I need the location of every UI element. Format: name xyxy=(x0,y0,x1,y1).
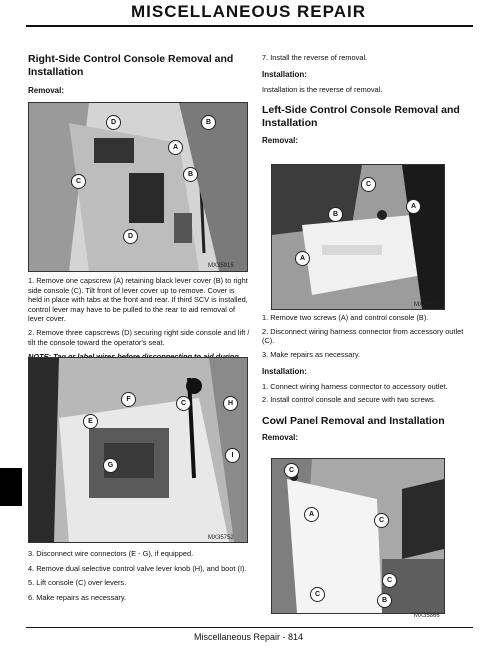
step-3: 3. Disconnect wire connectors (E - G), if equipped. xyxy=(28,549,194,558)
step-c2: 2. Disconnect wiring harness connector from accessory outlet (C). xyxy=(262,326,464,346)
callout-c-fig4: C xyxy=(284,463,299,478)
figure-id-4: MX35866 xyxy=(414,613,440,619)
callout-c-fig4-3: C xyxy=(382,573,397,588)
callout-a-fig3-2: A xyxy=(295,251,310,266)
installation-label-2: Installation: xyxy=(262,367,307,377)
section-title-left-console: Left-Side Control Console Removal and Installation xyxy=(262,104,460,129)
step-c3: 3. Make repairs as necessary. xyxy=(262,349,361,359)
callout-c-fig4-4: C xyxy=(310,587,325,602)
removal-label: Removal: xyxy=(28,86,65,95)
step-c1: 1. Remove two screws (A) and control console (B). xyxy=(262,313,429,322)
figure-cowl-panel-art xyxy=(272,459,444,613)
right-column-top xyxy=(262,53,474,146)
callout-a-fig3: A xyxy=(406,199,421,214)
figure-id-3: MX35850 xyxy=(414,302,440,308)
section-tab-marker xyxy=(0,468,22,506)
callout-d: D xyxy=(106,115,121,130)
right-column-mid xyxy=(262,313,474,443)
step-d2: 2. Install control console and secure with two screws. xyxy=(262,394,436,404)
step-2: 2. Remove three capscrews (D) securing right side console and lift / tilt the console toward the operator's seat. xyxy=(28,327,250,347)
callout-e: E xyxy=(83,414,98,429)
callout-g: G xyxy=(103,458,118,473)
callout-b: B xyxy=(201,115,216,130)
callout-a-fig4: A xyxy=(304,507,319,522)
step-6: 6. Make repairs as necessary. xyxy=(28,592,127,602)
figure-cowl-panel xyxy=(271,458,445,614)
step-1: 1. Remove one capscrew (A) retaining black lever cover (B) to right side console (C). Tilt front of lever cover up to remove. Cover is held in place with tabs at the front and rear. If third SCV is installed, control lever may have to be pulled to the rear to aid removal of lever cover. xyxy=(28,276,248,324)
callout-c: C xyxy=(71,174,86,189)
figure-left-console-art xyxy=(272,165,444,309)
callout-b-fig4: B xyxy=(377,593,392,608)
figure-id-2: MX35752 xyxy=(208,535,234,541)
step-4: 4. Remove dual selective control valve lever knob (H), and boot (I). xyxy=(28,563,247,573)
footer-rule xyxy=(26,627,473,628)
section-title-cowl: Cowl Panel Removal and Installation xyxy=(262,414,445,427)
section-title-right-console: Right-Side Control Console Removal and Installation xyxy=(28,53,234,78)
installation-text-1: Installation is the reverse of removal. xyxy=(262,84,383,94)
removal-label-2: Removal: xyxy=(262,136,299,146)
step-7: 7. Install the reverse of removal. xyxy=(262,53,368,62)
figure-left-console xyxy=(271,164,445,310)
figure-wire-connectors-art xyxy=(29,358,247,542)
callout-b-fig3: B xyxy=(328,207,343,222)
installation-label-1: Installation: xyxy=(262,69,307,79)
page-footer: Miscellaneous Repair - 814 xyxy=(193,632,304,642)
callout-c-fig4-2: C xyxy=(374,513,389,528)
figure-right-console-art xyxy=(29,103,247,271)
header-rule xyxy=(26,25,473,27)
callout-d-2: D xyxy=(123,229,138,244)
left-column xyxy=(28,53,246,96)
callout-a: A xyxy=(168,140,183,155)
step-d1: 1. Connect wiring harness connector to accessory outlet. xyxy=(262,382,448,392)
figure-right-console xyxy=(28,102,248,272)
callout-c-fig2: C xyxy=(176,396,191,411)
removal-label-3: Removal: xyxy=(262,433,299,443)
figure-id-1: MX35915 xyxy=(208,263,234,269)
left-steps-b xyxy=(28,549,250,602)
step-5: 5. Lift console (C) over levers. xyxy=(28,578,127,588)
callout-c-fig3: C xyxy=(361,177,376,192)
page-title: MISCELLANEOUS REPAIR xyxy=(130,2,367,21)
figure-wire-connectors xyxy=(28,357,248,543)
callout-f: F xyxy=(121,392,136,407)
callout-h: H xyxy=(223,396,238,411)
callout-i: I xyxy=(225,448,240,463)
callout-b-2: B xyxy=(183,167,198,182)
